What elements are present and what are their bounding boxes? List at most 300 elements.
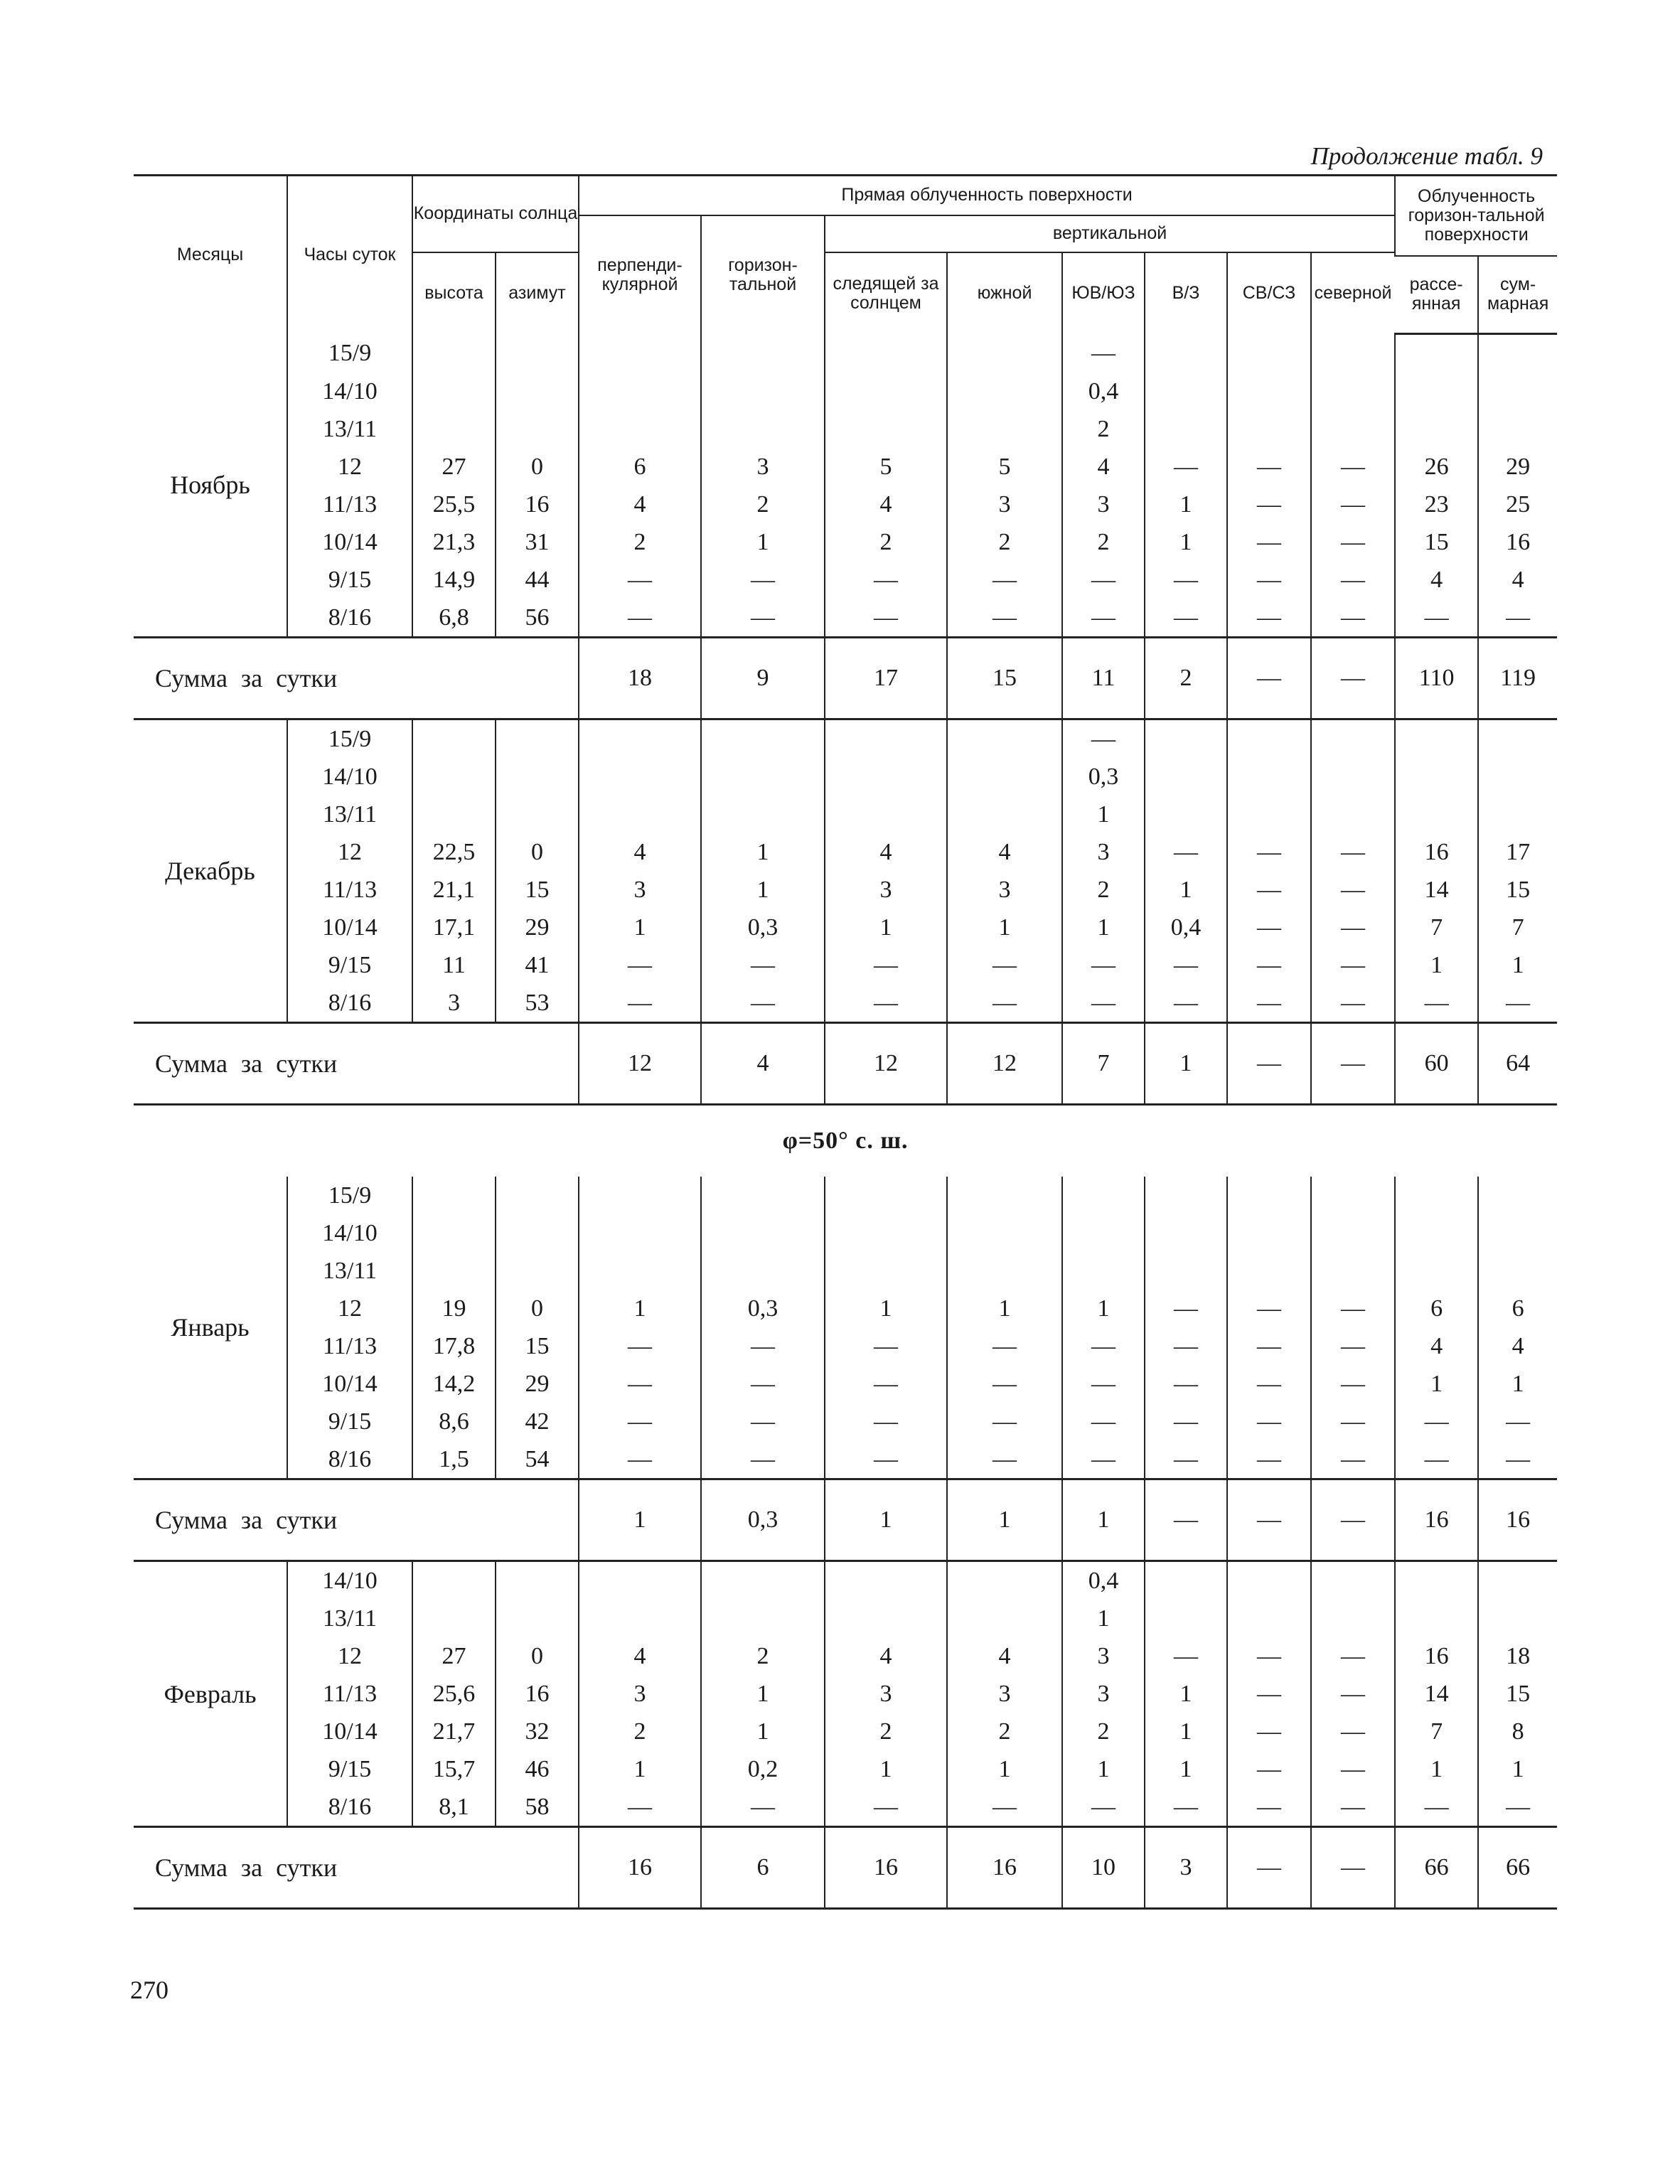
cell-azimuth: 15 (496, 1327, 579, 1365)
header-sun-tracking: следящей за солнцем (825, 252, 947, 334)
cell-horizontal (701, 1600, 825, 1637)
cell-horizontal: — (701, 984, 825, 1023)
cell-sun-tracking: — (825, 1440, 947, 1479)
sum-se-sw: 10 (1062, 1827, 1145, 1909)
cell-sun-tracking: — (825, 1403, 947, 1440)
cell-south (947, 719, 1062, 759)
cell-ne-nw: — (1227, 1637, 1311, 1675)
table-row (134, 561, 1557, 599)
header-sun-coordinates: Координаты солнца (412, 176, 579, 252)
cell-north (1311, 373, 1395, 410)
cell-north: — (1311, 1365, 1395, 1403)
cell-hours: 14/10 (287, 1214, 412, 1252)
cell-perpendicular (579, 334, 701, 373)
table-row (134, 1675, 1557, 1713)
cell-se-sw: 1 (1062, 909, 1145, 946)
cell-diffuse: — (1395, 1440, 1478, 1479)
cell-total: 6 (1478, 1290, 1557, 1327)
cell-altitude: 21,3 (412, 523, 496, 561)
cell-horizontal (701, 334, 825, 373)
month-cell: Декабрь (134, 719, 287, 1023)
cell-altitude: 25,6 (412, 1675, 496, 1713)
cell-e-w: — (1145, 1440, 1227, 1479)
cell-azimuth: 16 (496, 1675, 579, 1713)
header-azimuth: азимут (496, 252, 579, 334)
cell-e-w: — (1145, 984, 1227, 1023)
cell-azimuth: 58 (496, 1788, 579, 1827)
table-row (134, 1403, 1557, 1440)
cell-south: — (947, 946, 1062, 984)
sum-ne-nw: — (1227, 1479, 1311, 1561)
cell-altitude: 17,1 (412, 909, 496, 946)
cell-north (1311, 796, 1395, 833)
cell-perpendicular: 3 (579, 1675, 701, 1713)
sum-horizontal: 4 (701, 1023, 825, 1105)
cell-horizontal (701, 1561, 825, 1600)
cell-se-sw: — (1062, 1365, 1145, 1403)
sum-label: Сумма за сутки (134, 1827, 579, 1909)
cell-perpendicular: — (579, 599, 701, 638)
cell-perpendicular: 4 (579, 833, 701, 871)
sum-e-w: — (1145, 1479, 1227, 1561)
cell-e-w: 1 (1145, 1675, 1227, 1713)
table-row (134, 758, 1557, 796)
cell-total (1478, 1252, 1557, 1290)
cell-north: — (1311, 1675, 1395, 1713)
cell-horizontal (701, 410, 825, 448)
cell-altitude (412, 1177, 496, 1214)
cell-sun-tracking: 2 (825, 523, 947, 561)
sum-horizontal: 6 (701, 1827, 825, 1909)
cell-diffuse: 1 (1395, 946, 1478, 984)
cell-se-sw: 0,3 (1062, 758, 1145, 796)
cell-north: — (1311, 1327, 1395, 1365)
cell-altitude: 22,5 (412, 833, 496, 871)
cell-diffuse (1395, 1252, 1478, 1290)
cell-north: — (1311, 1440, 1395, 1479)
cell-sun-tracking: 5 (825, 448, 947, 486)
cell-sun-tracking: 4 (825, 1637, 947, 1675)
cell-total: — (1478, 1403, 1557, 1440)
cell-e-w (1145, 1600, 1227, 1637)
cell-total (1478, 1177, 1557, 1214)
cell-horizontal: 0,3 (701, 1290, 825, 1327)
cell-north: — (1311, 1788, 1395, 1827)
sum-ne-nw: — (1227, 1023, 1311, 1105)
cell-hours: 12 (287, 448, 412, 486)
cell-south (947, 1214, 1062, 1252)
cell-south: 3 (947, 486, 1062, 523)
cell-sun-tracking: — (825, 1365, 947, 1403)
sum-se-sw: 11 (1062, 638, 1145, 719)
cell-azimuth (496, 1600, 579, 1637)
cell-diffuse: — (1395, 984, 1478, 1023)
cell-hours: 9/15 (287, 1403, 412, 1440)
cell-se-sw: 1 (1062, 796, 1145, 833)
cell-ne-nw (1227, 758, 1311, 796)
sum-total: 64 (1478, 1023, 1557, 1105)
cell-hours: 8/16 (287, 1788, 412, 1827)
table-row (134, 334, 1557, 373)
cell-horizontal: 1 (701, 523, 825, 561)
cell-e-w: — (1145, 599, 1227, 638)
cell-azimuth (496, 1214, 579, 1252)
cell-perpendicular (579, 758, 701, 796)
cell-sun-tracking (825, 334, 947, 373)
cell-perpendicular: — (579, 1365, 701, 1403)
table-row (134, 984, 1557, 1023)
cell-altitude: 19 (412, 1290, 496, 1327)
cell-hours: 12 (287, 1637, 412, 1675)
header-hours: Часы суток (287, 176, 412, 334)
cell-sun-tracking: 1 (825, 909, 947, 946)
cell-south: — (947, 1788, 1062, 1827)
cell-total: 8 (1478, 1713, 1557, 1750)
cell-altitude: 11 (412, 946, 496, 984)
cell-altitude (412, 1600, 496, 1637)
cell-hours: 12 (287, 833, 412, 871)
table-row (134, 410, 1557, 448)
cell-sun-tracking: 4 (825, 486, 947, 523)
cell-altitude (412, 373, 496, 410)
cell-se-sw: 1 (1062, 1600, 1145, 1637)
cell-hours: 10/14 (287, 523, 412, 561)
table-row (134, 1214, 1557, 1252)
cell-south: — (947, 1327, 1062, 1365)
cell-total: 1 (1478, 1750, 1557, 1788)
sum-diffuse: 16 (1395, 1479, 1478, 1561)
cell-azimuth: 0 (496, 1290, 579, 1327)
cell-se-sw: — (1062, 719, 1145, 759)
cell-altitude (412, 334, 496, 373)
sum-row (134, 1023, 1557, 1105)
cell-diffuse (1395, 796, 1478, 833)
cell-ne-nw (1227, 1600, 1311, 1637)
cell-total (1478, 410, 1557, 448)
cell-ne-nw: — (1227, 1403, 1311, 1440)
cell-north (1311, 719, 1395, 759)
cell-azimuth (496, 758, 579, 796)
cell-e-w (1145, 796, 1227, 833)
header-horizontal-irradiance: Облученность горизон-тальной поверхности (1395, 176, 1557, 256)
sum-south: 1 (947, 1479, 1062, 1561)
cell-altitude: 6,8 (412, 599, 496, 638)
cell-ne-nw: — (1227, 871, 1311, 909)
table-row (134, 599, 1557, 638)
cell-diffuse: 4 (1395, 561, 1478, 599)
cell-se-sw: 2 (1062, 1713, 1145, 1750)
cell-ne-nw: — (1227, 1290, 1311, 1327)
sum-south: 15 (947, 638, 1062, 719)
cell-azimuth: 32 (496, 1713, 579, 1750)
cell-horizontal: — (701, 1788, 825, 1827)
cell-e-w: — (1145, 946, 1227, 984)
cell-altitude: 8,1 (412, 1788, 496, 1827)
cell-hours: 9/15 (287, 561, 412, 599)
table-caption: Продолжение табл. 9 (1310, 142, 1543, 170)
sum-north: — (1311, 638, 1395, 719)
cell-north: — (1311, 984, 1395, 1023)
cell-ne-nw: — (1227, 984, 1311, 1023)
cell-perpendicular (579, 410, 701, 448)
cell-sun-tracking: 3 (825, 1675, 947, 1713)
cell-se-sw: 1 (1062, 1290, 1145, 1327)
cell-sun-tracking (825, 1252, 947, 1290)
cell-se-sw: — (1062, 334, 1145, 373)
cell-hours: 11/13 (287, 1675, 412, 1713)
cell-azimuth: 54 (496, 1440, 579, 1479)
cell-sun-tracking: 1 (825, 1750, 947, 1788)
cell-total: — (1478, 984, 1557, 1023)
cell-diffuse: 7 (1395, 909, 1478, 946)
cell-diffuse: 14 (1395, 871, 1478, 909)
table-row (134, 523, 1557, 561)
cell-e-w: — (1145, 1290, 1227, 1327)
cell-se-sw (1062, 1177, 1145, 1214)
table-row (134, 1177, 1557, 1214)
cell-e-w (1145, 758, 1227, 796)
cell-south: — (947, 1440, 1062, 1479)
cell-north: — (1311, 1403, 1395, 1440)
cell-perpendicular: 1 (579, 1750, 701, 1788)
sum-north: — (1311, 1479, 1395, 1561)
cell-south (947, 410, 1062, 448)
cell-diffuse (1395, 373, 1478, 410)
cell-ne-nw: — (1227, 523, 1311, 561)
cell-north (1311, 1214, 1395, 1252)
cell-altitude: 14,2 (412, 1365, 496, 1403)
table-row (134, 1365, 1557, 1403)
cell-ne-nw: — (1227, 909, 1311, 946)
cell-sun-tracking: — (825, 599, 947, 638)
cell-horizontal (701, 1214, 825, 1252)
cell-hours: 13/11 (287, 410, 412, 448)
header-se-sw: ЮВ/ЮЗ (1062, 252, 1145, 334)
cell-total: 29 (1478, 448, 1557, 486)
cell-se-sw: 3 (1062, 1637, 1145, 1675)
sum-row (134, 1479, 1557, 1561)
sum-total: 66 (1478, 1827, 1557, 1909)
cell-ne-nw: — (1227, 1365, 1311, 1403)
cell-azimuth (496, 1252, 579, 1290)
latitude-row (134, 1105, 1557, 1177)
cell-horizontal (701, 796, 825, 833)
cell-perpendicular: 1 (579, 1290, 701, 1327)
cell-sun-tracking (825, 373, 947, 410)
cell-altitude: 17,8 (412, 1327, 496, 1365)
sum-sun-tracking: 12 (825, 1023, 947, 1105)
header-vertical: вертикальной (825, 215, 1395, 252)
cell-perpendicular (579, 719, 701, 759)
cell-diffuse: 14 (1395, 1675, 1478, 1713)
cell-south: — (947, 984, 1062, 1023)
table-row (134, 1440, 1557, 1479)
cell-total: 17 (1478, 833, 1557, 871)
cell-azimuth: 0 (496, 448, 579, 486)
header-direct-irradiance: Прямая облученность поверхности (579, 176, 1395, 215)
cell-se-sw: — (1062, 561, 1145, 599)
cell-ne-nw (1227, 719, 1311, 759)
cell-diffuse: 16 (1395, 1637, 1478, 1675)
cell-diffuse: 1 (1395, 1365, 1478, 1403)
table-row (134, 1327, 1557, 1365)
cell-hours: 15/9 (287, 719, 412, 759)
cell-total: 1 (1478, 1365, 1557, 1403)
sum-diffuse: 66 (1395, 1827, 1478, 1909)
cell-south: 4 (947, 1637, 1062, 1675)
cell-south (947, 1600, 1062, 1637)
table-row (134, 1713, 1557, 1750)
cell-sun-tracking (825, 1214, 947, 1252)
cell-perpendicular: — (579, 1440, 701, 1479)
cell-south (947, 796, 1062, 833)
cell-total: 4 (1478, 1327, 1557, 1365)
cell-e-w: — (1145, 1637, 1227, 1675)
sum-south: 12 (947, 1023, 1062, 1105)
month-cell: Январь (134, 1177, 287, 1479)
cell-north (1311, 758, 1395, 796)
cell-azimuth (496, 410, 579, 448)
header-horizontal: горизон-тальной (701, 215, 825, 334)
header-altitude: высота (412, 252, 496, 334)
cell-perpendicular: 2 (579, 523, 701, 561)
cell-azimuth: 29 (496, 1365, 579, 1403)
cell-se-sw: 0,4 (1062, 1561, 1145, 1600)
cell-horizontal (701, 1177, 825, 1214)
cell-hours: 8/16 (287, 599, 412, 638)
cell-total (1478, 719, 1557, 759)
cell-diffuse (1395, 410, 1478, 448)
cell-perpendicular: 4 (579, 486, 701, 523)
latitude-label: φ=50° с. ш. (782, 1128, 909, 1154)
cell-perpendicular: 2 (579, 1713, 701, 1750)
cell-azimuth: 42 (496, 1403, 579, 1440)
cell-north (1311, 1252, 1395, 1290)
cell-sun-tracking: 3 (825, 871, 947, 909)
cell-azimuth: 15 (496, 871, 579, 909)
cell-e-w (1145, 1252, 1227, 1290)
cell-se-sw: — (1062, 946, 1145, 984)
cell-hours: 14/10 (287, 758, 412, 796)
cell-sun-tracking: 4 (825, 833, 947, 871)
cell-e-w: 1 (1145, 871, 1227, 909)
cell-horizontal: 3 (701, 448, 825, 486)
table-row (134, 1637, 1557, 1675)
cell-horizontal: — (701, 599, 825, 638)
table-header (134, 176, 1557, 334)
cell-perpendicular (579, 1600, 701, 1637)
cell-azimuth (496, 373, 579, 410)
cell-sun-tracking: 1 (825, 1290, 947, 1327)
irradiance-table-container (134, 174, 1549, 1910)
cell-sun-tracking: — (825, 984, 947, 1023)
cell-ne-nw: — (1227, 1327, 1311, 1365)
cell-perpendicular: — (579, 984, 701, 1023)
cell-north: — (1311, 871, 1395, 909)
cell-total (1478, 796, 1557, 833)
cell-ne-nw: — (1227, 448, 1311, 486)
cell-south (947, 373, 1062, 410)
cell-diffuse: 6 (1395, 1290, 1478, 1327)
month-cell: Февраль (134, 1561, 287, 1827)
cell-south: 1 (947, 909, 1062, 946)
cell-hours: 13/11 (287, 796, 412, 833)
cell-altitude (412, 758, 496, 796)
cell-perpendicular: — (579, 946, 701, 984)
cell-altitude: 21,7 (412, 1713, 496, 1750)
cell-e-w (1145, 410, 1227, 448)
header-e-w: В/З (1145, 252, 1227, 334)
month-cell: Ноябрь (134, 334, 287, 638)
cell-north: — (1311, 909, 1395, 946)
cell-south: — (947, 1365, 1062, 1403)
table-row (134, 719, 1557, 759)
cell-azimuth (496, 1177, 579, 1214)
cell-hours: 9/15 (287, 946, 412, 984)
cell-hours: 12 (287, 1290, 412, 1327)
cell-azimuth: 16 (496, 486, 579, 523)
cell-perpendicular: — (579, 1327, 701, 1365)
sum-north: — (1311, 1827, 1395, 1909)
cell-altitude: 14,9 (412, 561, 496, 599)
sum-ne-nw: — (1227, 1827, 1311, 1909)
cell-se-sw (1062, 1252, 1145, 1290)
cell-diffuse: 15 (1395, 523, 1478, 561)
cell-altitude: 27 (412, 1637, 496, 1675)
cell-horizontal: 0,2 (701, 1750, 825, 1788)
cell-total (1478, 1600, 1557, 1637)
cell-se-sw: 2 (1062, 410, 1145, 448)
cell-total (1478, 1561, 1557, 1600)
cell-ne-nw: — (1227, 1750, 1311, 1788)
cell-altitude (412, 796, 496, 833)
cell-se-sw: — (1062, 1403, 1145, 1440)
cell-hours: 10/14 (287, 1365, 412, 1403)
header-ne-nw: СВ/СЗ (1227, 252, 1311, 334)
cell-altitude (412, 719, 496, 759)
cell-perpendicular: — (579, 561, 701, 599)
cell-sun-tracking: — (825, 561, 947, 599)
table-row (134, 946, 1557, 984)
cell-ne-nw: — (1227, 486, 1311, 523)
cell-e-w (1145, 1561, 1227, 1600)
cell-ne-nw: — (1227, 833, 1311, 871)
cell-perpendicular (579, 1177, 701, 1214)
sum-sun-tracking: 1 (825, 1479, 947, 1561)
cell-altitude: 15,7 (412, 1750, 496, 1788)
sum-horizontal: 0,3 (701, 1479, 825, 1561)
cell-total (1478, 758, 1557, 796)
cell-e-w: — (1145, 1403, 1227, 1440)
sum-perpendicular: 1 (579, 1479, 701, 1561)
cell-ne-nw (1227, 410, 1311, 448)
cell-north: — (1311, 486, 1395, 523)
cell-azimuth: 46 (496, 1750, 579, 1788)
cell-ne-nw (1227, 1252, 1311, 1290)
cell-total (1478, 373, 1557, 410)
cell-horizontal (701, 758, 825, 796)
cell-north (1311, 1561, 1395, 1600)
cell-north: — (1311, 1750, 1395, 1788)
cell-total (1478, 1214, 1557, 1252)
cell-south (947, 1252, 1062, 1290)
cell-horizontal: 2 (701, 486, 825, 523)
table-body (134, 334, 1557, 1909)
cell-se-sw: — (1062, 599, 1145, 638)
cell-north: — (1311, 946, 1395, 984)
cell-se-sw: — (1062, 1327, 1145, 1365)
sum-e-w: 1 (1145, 1023, 1227, 1105)
